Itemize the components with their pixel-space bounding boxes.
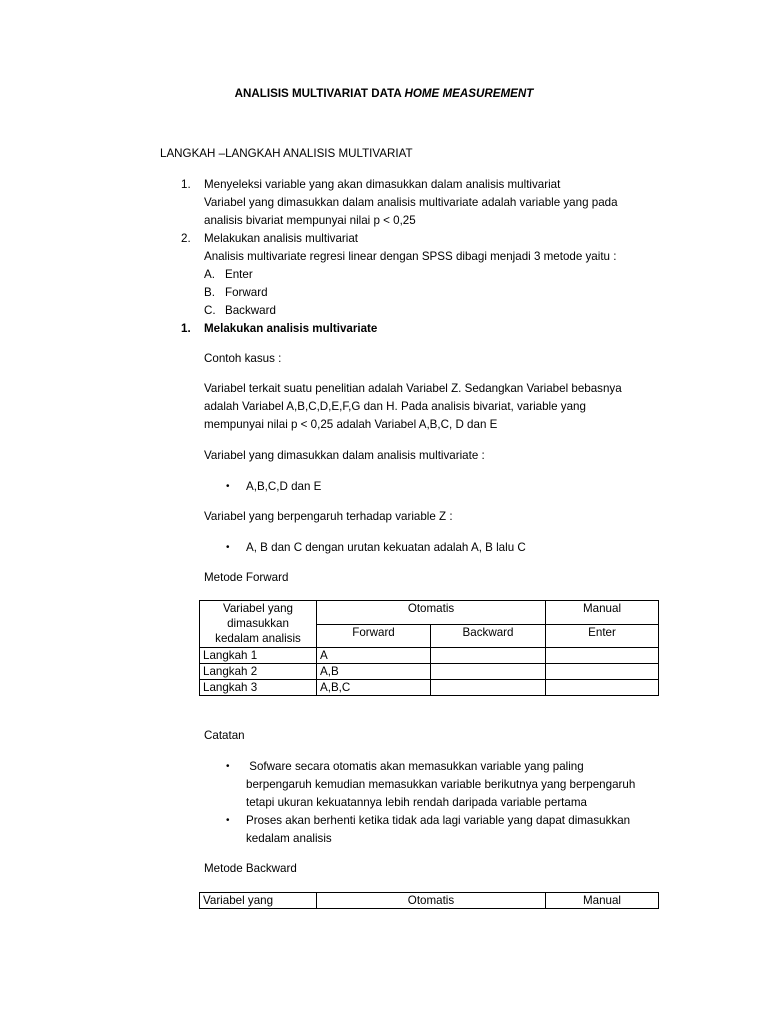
row-forward: A — [317, 648, 431, 664]
header-cell-variable: Variabel yang — [200, 893, 317, 909]
included-bullet-text: A,B,C,D dan E — [246, 480, 322, 493]
row-backward — [431, 648, 546, 664]
included-label: Variabel yang dimasukkan dalam analisis multivariate : — [204, 449, 485, 462]
step-line: Analisis multivariate regresi linear dengan SPSS dibagi menjadi 3 metode yaitu : — [204, 250, 617, 263]
header-cell-backward: Backward — [431, 624, 546, 648]
header-line: Variabel yang — [222, 602, 294, 615]
header-line: dimasukkan — [227, 617, 289, 630]
row-enter — [546, 648, 659, 664]
method-letter: A. — [204, 268, 215, 281]
bullet-icon: • — [226, 542, 230, 553]
title-italic-text: HOME MEASUREMENT — [404, 87, 534, 100]
header-cell-variable — [200, 601, 317, 648]
note-line: Sofware secara otomatis akan memasukkan variable yang paling — [246, 760, 584, 773]
backward-table — [199, 892, 659, 909]
table-header-row — [200, 601, 659, 625]
method-letter: B. — [204, 286, 215, 299]
step-line: Melakukan analisis multivariat — [204, 232, 359, 245]
row-forward: A,B — [317, 664, 431, 680]
forward-table — [199, 600, 659, 696]
method-label: Enter — [225, 268, 253, 281]
step-line: Menyeleksi variable yang akan dimasukkan dalam analisis multivariat — [204, 178, 561, 191]
header-cell-otomatis: Otomatis — [317, 601, 546, 625]
step-number: 1. — [181, 178, 191, 191]
step-line: analisis bivariat mempunyai nilai p < 0,25 — [204, 214, 416, 227]
header-cell-manual: Manual — [546, 601, 659, 625]
note-line: berpengaruh kemudian memasukkan variable berikutnya yang berpengaruh — [246, 778, 636, 791]
table-row — [200, 648, 659, 664]
section-heading: LANGKAH –LANGKAH ANALISIS MULTIVARIAT — [160, 147, 413, 160]
note-line: Proses akan berhenti ketika tidak ada lagi variable yang dapat dimasukkan — [246, 814, 631, 827]
case-line: Variabel terkait suatu penelitian adalah Variabel Z. Sedangkan Variabel bebasnya — [204, 382, 622, 395]
case-line: mempunyai nilai p < 0,25 adalah Variabel A,B,C, D dan E — [204, 418, 498, 431]
row-step: Langkah 2 — [200, 664, 317, 680]
header-cell-forward: Forward — [317, 624, 431, 648]
step-number: 2. — [181, 232, 191, 245]
table-row — [200, 680, 659, 696]
influence-bullet-text: A, B dan C dengan urutan kekuatan adalah A, B lalu C — [246, 541, 526, 554]
document-title — [0, 85, 768, 103]
row-step: Langkah 3 — [200, 680, 317, 696]
catatan-label: Catatan — [204, 729, 245, 742]
bullet-icon: • — [226, 815, 230, 826]
note-line: kedalam analisis — [246, 832, 332, 845]
row-enter — [546, 664, 659, 680]
forward-method-label: Metode Forward — [204, 571, 289, 584]
header-cell-manual: Manual — [546, 893, 659, 909]
section-title: Melakukan analisis multivariate — [204, 322, 378, 335]
row-enter — [546, 680, 659, 696]
step-line: Variabel yang dimasukkan dalam analisis multivariate adalah variable yang pada — [204, 196, 618, 209]
row-backward — [431, 664, 546, 680]
header-line: kedalam analisis — [215, 632, 301, 645]
bullet-icon: • — [226, 761, 230, 772]
note-line: tetapi ukuran kekuatannya lebih rendah daripada variable pertama — [246, 796, 587, 809]
bullet-icon: • — [226, 481, 230, 492]
row-backward — [431, 680, 546, 696]
title-text: ANALISIS MULTIVARIAT DATA — [234, 87, 405, 100]
case-line: adalah Variabel A,B,C,D,E,F,G dan H. Pada analisis bivariat, variable yang — [204, 400, 586, 413]
method-label: Backward — [225, 304, 276, 317]
method-letter: C. — [204, 304, 216, 317]
header-cell-enter: Enter — [546, 624, 659, 648]
contoh-label: Contoh kasus : — [204, 352, 282, 365]
method-label: Forward — [225, 286, 268, 299]
row-step: Langkah 1 — [200, 648, 317, 664]
row-forward: A,B,C — [317, 680, 431, 696]
influence-label: Variabel yang berpengaruh terhadap variable Z : — [204, 510, 453, 523]
table-row — [200, 664, 659, 680]
table-header-row — [200, 893, 659, 909]
header-cell-otomatis: Otomatis — [317, 893, 546, 909]
section-number: 1. — [181, 322, 191, 335]
backward-method-label: Metode Backward — [204, 862, 297, 875]
